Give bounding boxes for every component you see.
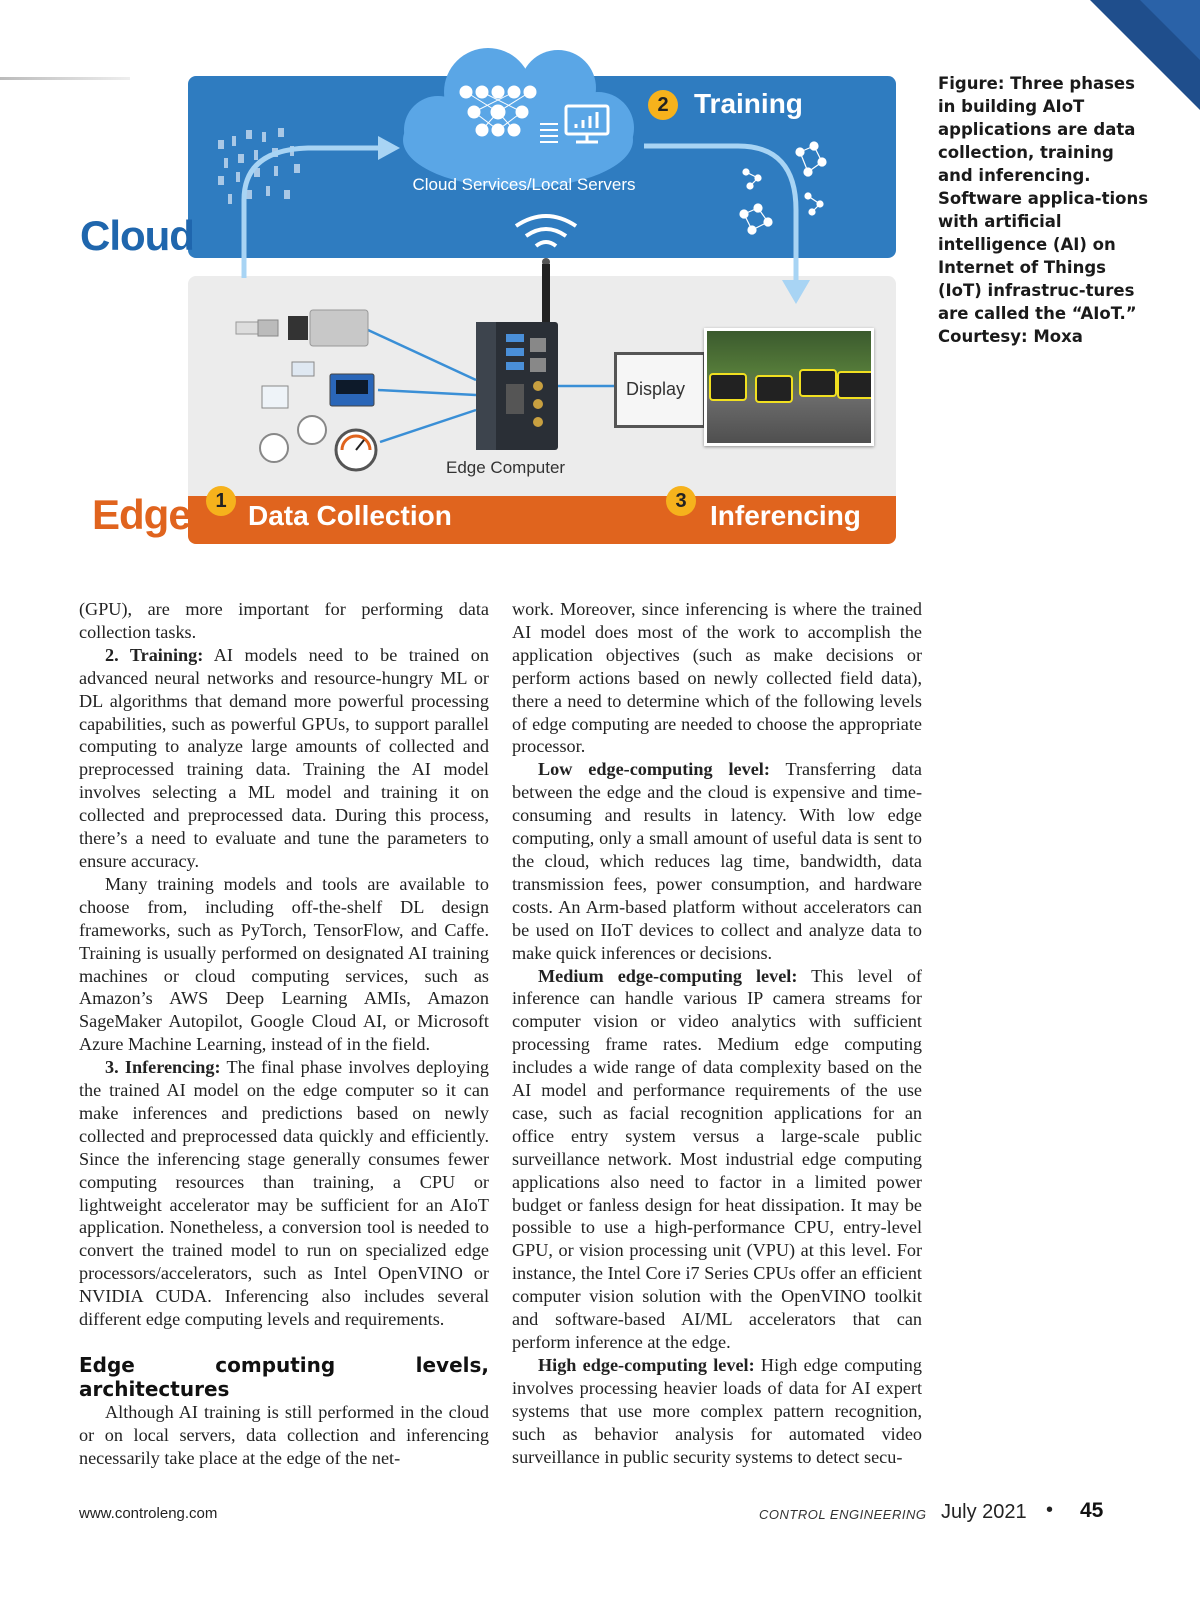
paragraph-training <box>79 644 489 873</box>
footer-bullet: • <box>1046 1499 1054 1521</box>
corner-accent-inner <box>1140 0 1200 60</box>
display-label: Display <box>626 379 686 399</box>
edge-computer-caption: Edge Computer <box>446 458 566 477</box>
paragraph-lead: 3. Inferencing: <box>105 1057 221 1078</box>
phase-2-label: Training <box>694 88 803 119</box>
figure-caption: Figure: Three phases in building AIoT applications are data collection, training and inferencing. Software applica-tions with artificial intelligence (AI) on Internet of Things (IoT) infrastruc-tures are called the “AIoT.” Courtesy: Moxa <box>938 74 1149 346</box>
detected-car <box>799 369 837 397</box>
edge-label: Edge <box>92 491 191 538</box>
paragraph-body: The final phase involves deploying the trained AI model on the edge computer so it can make inferences and predictions based on newly collected and preprocessed data quickly and efficiently. Since the inferencing stage generally consumes fewer computing resources than training, a CPU or lightweight accelerator may be sufficient for an AIoT application. Nonetheless, a conversion tool is needed to convert the trained model to run on specialized edge processors/accelerators, such as Intel OpenVINO or NVIDIA CUDA. Inferencing also includes several different edge computing levels and requirements. <box>79 1057 489 1330</box>
phase-2-badge: 2 <box>648 90 678 120</box>
paragraph-high-level <box>512 1354 922 1469</box>
phase-3-label: Inferencing <box>710 500 861 531</box>
paragraph-lead: 2. Training: <box>105 644 204 665</box>
deploy-arrow <box>644 146 796 280</box>
detected-car <box>837 371 874 399</box>
paragraph: work. Moreover, since inferencing is where the trained AI model does most of the work to accomplish the application objectives (such as make decisions or perform actions based on newly collected field data), there a need to determine which of the following levels of edge computing are needed to choose the appropriate processor. <box>512 599 922 757</box>
upload-arrow <box>244 148 378 278</box>
model-icons <box>740 142 826 234</box>
paragraph: Many training models and tools are available to choose from, including off-the-shelf DL design frameworks, such as PyTorch, TensorFlow, and Caffe. Training is usually performed on designated AI training machines or cloud computing services, such as Amazon’s AWS Deep Learning AMIs, Amazon SageMaker Autopilot, Google Cloud AI, or Microsoft Azure Machine Learning, instead of in the field. <box>79 873 489 1055</box>
paragraph-medium-level <box>512 965 922 1354</box>
upload-arrow-head <box>378 136 400 160</box>
phase-3-badge: 3 <box>666 486 696 516</box>
paragraph-lead: Low edge-computing level: <box>538 759 770 780</box>
sensor-devices <box>236 310 376 470</box>
paragraph-body: Transferring data between the edge and the cloud is expensive and time- consuming and results in latency. With low edge computing, only a small amount of useful data is sent to the cloud, which reduces lag time, bandwidth, data transmission fees, power consumption, and hardware costs. An Arm-based platform without accelerators can be used on IIoT devices to collect and analyze data to make quick inferences or decisions. <box>512 759 922 963</box>
paragraph-inferencing <box>79 1056 489 1331</box>
paragraph-lead: Medium edge-computing level: <box>538 965 798 986</box>
antenna <box>542 264 550 324</box>
paragraph-body: High edge computing involves processing heavier loads of data for AI expert systems that use more complex pattern recognition, such as behavior analysis for automated video surveillance in public security systems to detect secu- <box>512 1354 922 1467</box>
paragraph-lead: High edge-computing level: <box>538 1354 755 1375</box>
wifi-icon <box>516 216 576 246</box>
cloud-icon <box>403 48 634 188</box>
phase-1-badge: 1 <box>206 486 236 516</box>
aiot-figure <box>78 30 908 560</box>
section-heading: Edge computing levels, architectures <box>79 1353 489 1401</box>
footer-date: July 2021 <box>941 1501 1027 1523</box>
edge-computer-icon <box>476 322 558 450</box>
phase-1-label: Data Collection <box>248 500 452 531</box>
cloud-services-caption: Cloud Services/Local Servers <box>412 175 636 194</box>
footer-magazine: CONTROL ENGINEERING <box>759 1507 927 1522</box>
page-number: 45 <box>1080 1499 1104 1522</box>
footer-url: www.controleng.com <box>79 1505 218 1522</box>
paragraph: (GPU), are more important for performing data collection tasks. <box>79 599 489 642</box>
paragraph-low-level <box>512 758 922 964</box>
left-column <box>79 598 489 1470</box>
deploy-arrow-head <box>782 280 810 304</box>
paragraph-body: AI models need to be trained on advanced neural networks and resource-hungry ML or DL algorithms that demand more powerful processing capabilities, such as powerful GPUs, to support parallel computing to analyze large amounts of collected and preprocessed training data. Training the AI model involves selecting a ML model and training it on collected and preprocessed data. During this process, there’s a need to evaluate and tune the parameters to ensure accuracy. <box>79 644 489 871</box>
detected-car <box>709 373 747 401</box>
cloud-label: Cloud <box>80 212 194 259</box>
detected-car <box>755 375 793 403</box>
paragraph-body: This level of inference can handle various IP camera streams for computer vision or video analytics with sufficient processing frame rates. Medium edge computing includes a wide range of data complexity based on the AI model and performance requirements of the use case, such as facial recognition applications for an office entry system versus a large-scale public surveillance network. Most industrial edge computing applications also need to factor in a limited power budget or fanless design for heat dissipation. It may be possible to use a high-performance CPU, entry-level GPU, or vision processing unit (VPU) at this level. For instance, the Intel Core i7 Series CPUs offer an efficient computer vision solution with the OpenVINO toolkit and software-based AI/ML accelerators that can perform inference at the edge. <box>512 965 922 1352</box>
right-column <box>512 598 922 1468</box>
traffic-camera-image <box>704 328 874 446</box>
paragraph: Although AI training is still performed in the cloud or on local servers, data collection and inferencing necessarily take place at the edge of the net- <box>79 1402 489 1468</box>
